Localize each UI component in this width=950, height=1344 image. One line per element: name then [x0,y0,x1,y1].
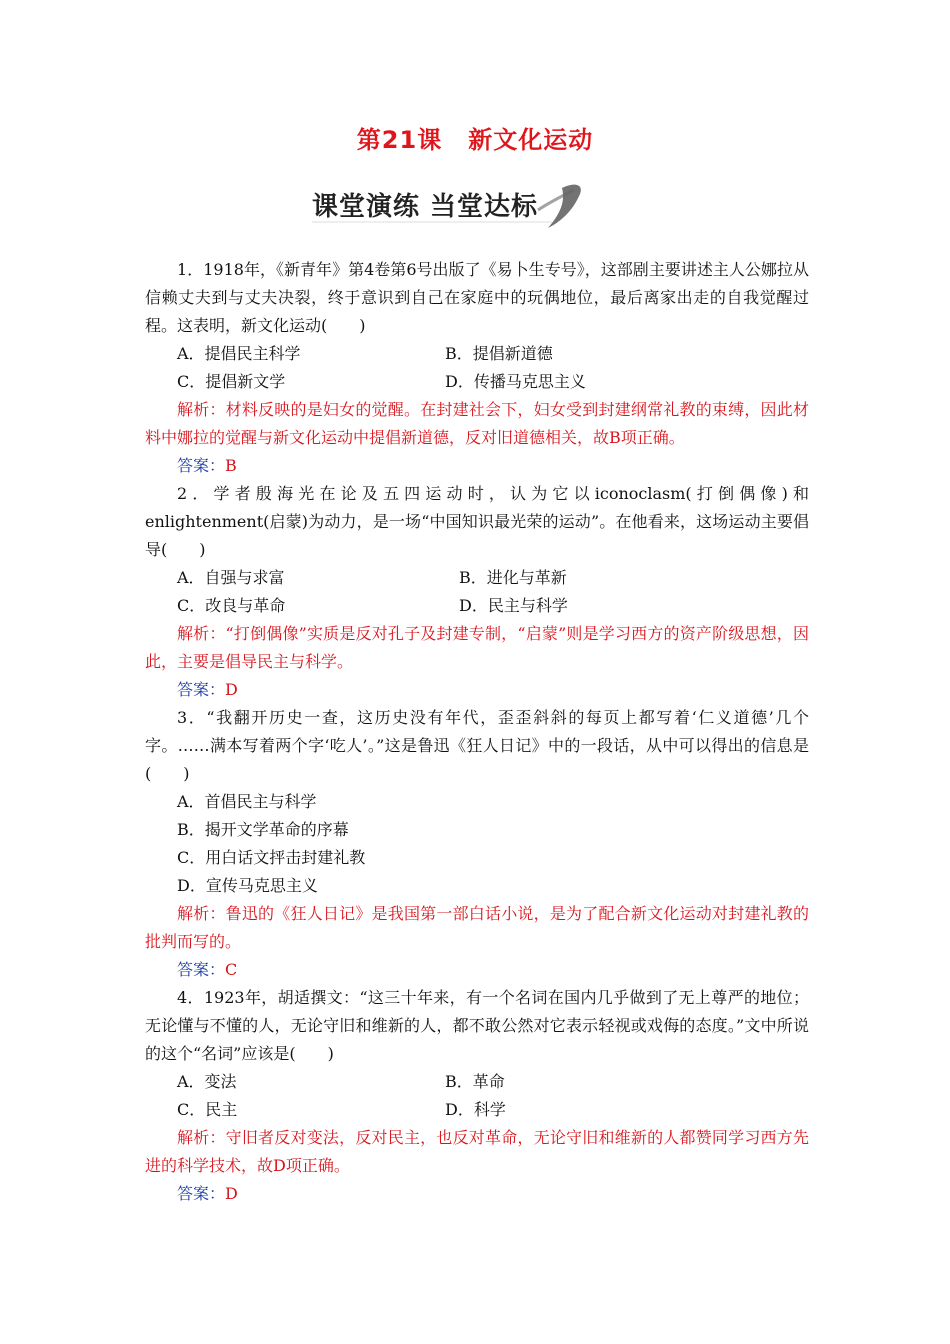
option: C．改良与革命 [177,596,286,615]
options-row [145,368,809,396]
question-stem: 3．“我翻开历史一查，这历史没有年代，歪歪斜斜的每页上都写着‘仁义道德’几个字。……满本写着两个字‘吃人’。”这是鲁迅《狂人日记》中的一段话，从中可以得出的信息是( ) [145,708,809,783]
answer-value: B [225,456,237,475]
option: A．提倡民主科学 [177,344,301,363]
question-block [145,704,809,984]
option: C．民主 [177,1100,238,1119]
answer-label: 答案： [177,680,226,699]
question-block [145,256,809,480]
options-row [145,1096,809,1124]
analysis-label: 解析： [177,904,226,923]
analysis-text: 鲁迅的《狂人日记》是我国第一部白话小说，是为了配合新文化运动对封建礼教的批判而写的。 [145,904,809,951]
answer-value: C [225,960,238,979]
answer-value: D [225,680,238,699]
analysis-label: 解析： [177,1128,226,1147]
options-row [145,592,809,620]
answer [145,676,809,704]
question-stem: 2．学者殷海光在论及五四运动时，认为它以iconoclasm(打倒偶像)和enlightenment(启蒙)为动力，是一场“中国知识最光荣的运动”。在他看来，这场运动主要倡导( ) [145,484,809,559]
option: D．传播马克思主义 [445,372,586,391]
banner-label: 课堂演练 当堂达标 [312,192,539,222]
option: B．革命 [445,1072,505,1091]
question-stem: 1．1918年，《新青年》第4卷第6号出版了《易卜生专号》，这部剧主要讲述主人公娜拉从信赖丈夫到与丈夫决裂，终于意识到自己在家庭中的玩偶地位，最后离家出走的自我觉醒过程。这表明，新文化运动( ) [145,260,809,335]
option: A．自强与求富 [177,568,285,587]
option: D．民主与科学 [459,596,568,615]
answer-label: 答案： [177,1184,226,1203]
page-title [0,120,950,155]
option: A．变法 [177,1072,237,1091]
answer-label: 答案： [177,960,226,979]
question-block [145,480,809,704]
answer-value: D [225,1184,238,1203]
answer [145,452,809,480]
option: B．揭开文学革命的序幕 [177,820,349,839]
answer-label: 答案： [177,456,226,475]
options-row [145,340,809,368]
option: C．用白话文抨击封建礼教 [177,848,366,867]
analysis [145,900,809,956]
lesson-name: 新文化运动 [468,126,594,154]
section-banner [312,180,612,230]
question-stem: 4．1923年，胡适撰文：“这三十年来，有一个名词在国内几乎做到了无上尊严的地位；无论懂与不懂的人，无论守旧和维新的人，都不敢公然对它表示轻视或戏侮的态度。”文中所说的这个“名词”应该是( ) [145,988,809,1063]
option: B．提倡新道德 [445,344,553,363]
answer [145,1180,809,1208]
analysis-text: 守旧者反对变法，反对民主，也反对革命，无论守旧和维新的人都赞同学习西方先进的科学技术，故D项正确。 [145,1128,809,1175]
analysis [145,620,809,676]
option: D．宣传马克思主义 [177,876,318,895]
question-list [145,256,809,1208]
analysis-text: “打倒偶像”实质是反对孔子及封建专制，“启蒙”则是学习西方的资产阶级思想，因此，主要是倡导民主与科学。 [145,624,809,671]
lesson-number: 第21课 [356,126,443,154]
options-row [145,564,809,592]
option: C．提倡新文学 [177,372,286,391]
options-row [145,1068,809,1096]
analysis-label: 解析： [177,624,226,643]
analysis-text: 材料反映的是妇女的觉醒。在封建社会下，妇女受到封建纲常礼教的束缚，因此材料中娜拉的觉醒与新文化运动中提倡新道德，反对旧道德相关，故B项正确。 [145,400,809,447]
option: B．进化与革新 [459,568,567,587]
option: A．首倡民主与科学 [177,792,317,811]
analysis [145,396,809,452]
analysis [145,1124,809,1180]
question-block [145,984,809,1208]
answer [145,956,809,984]
option: D．科学 [445,1100,506,1119]
analysis-label: 解析： [177,400,226,419]
